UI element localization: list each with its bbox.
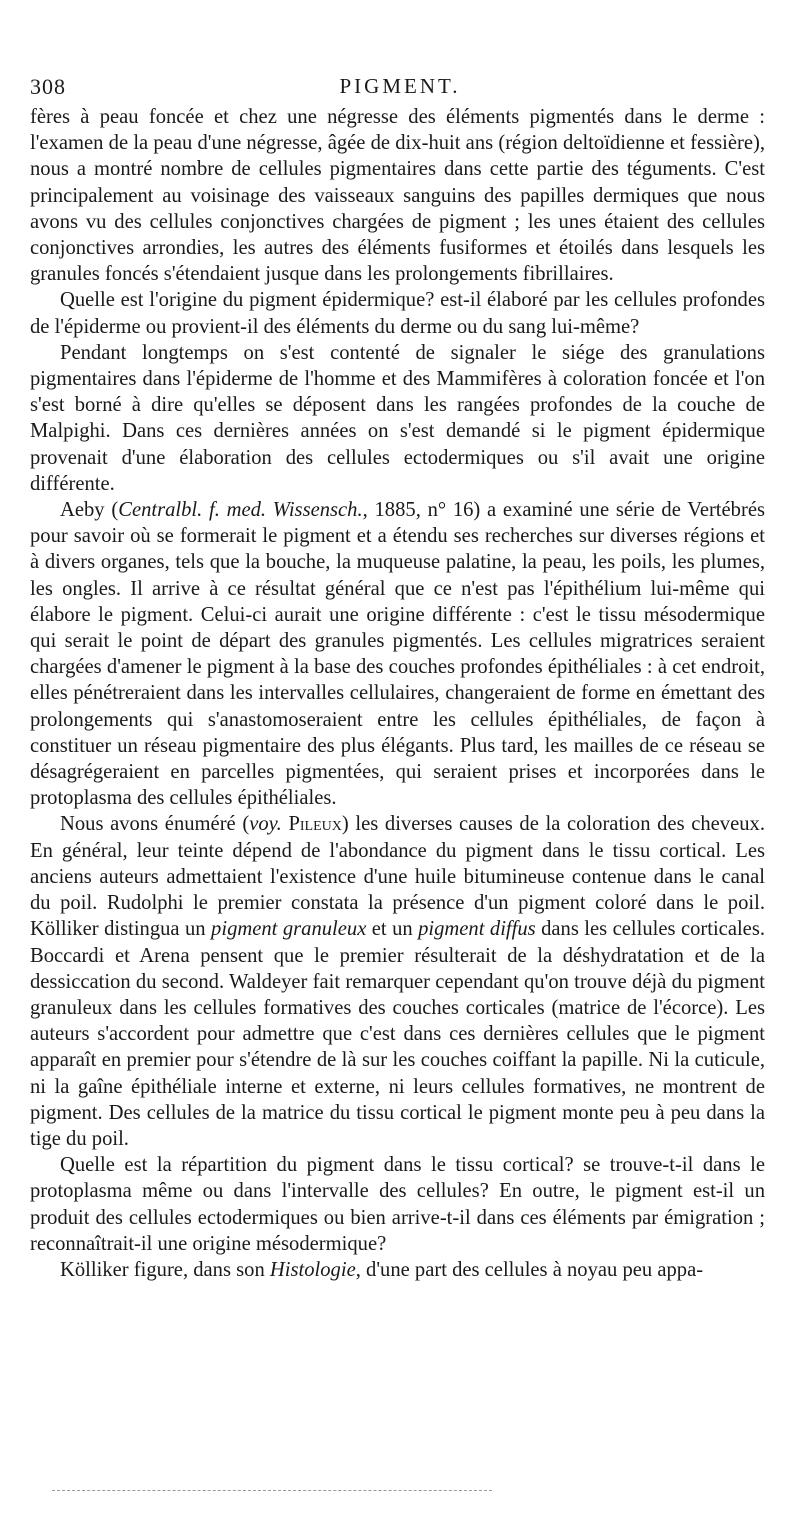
italic-text: Centralbl. f. med. Wissensch. [118,499,363,522]
text-segment: et un [366,918,419,941]
footer-dashed-rule [52,1490,492,1491]
page-number: 308 [30,74,66,99]
text-segment: Kölliker figure, dans son [60,1258,270,1281]
text-segment: dans les cellules corticales. Boccardi et Arena pensent que le premier résulterait de la déshydratation et de la dessiccation du second. Waldeyer fait remarquer cependant qu'on trouve déjà du pigment granuleux dans les cellules formatives des couches corticales (matrice de l'écorce). Les auteurs s'accordent pour admettre que c'est dans ces dernières cellules que le pigment apparaît en premier pour s'étendre de là sur les couches coiffant la papille. Ni la cuticule, ni la gaîne épithéliale interne et externe, ni leurs cellules formatives, ne montrent de pigment. Des cellules de la matrice du tissu cortical le pigment monte peu à peu dans la tige du poil. [30,918,765,1150]
text-segment: Pendant longtemps on s'est contenté de signaler le siége des granulations pigmentaires dans l'épiderme de l'homme et des Mammifères à coloration foncée et l'on s'est borné à dire qu'elles se déposent dans les rangées profondes de la couche de Malpighi. Dans ces dernières années on s'est demandé si le pigment épidermique provenait d'une élaboration des cellules ectodermiques ou s'il avait une origine différente. [30,341,765,495]
page-header [30,74,770,100]
body-text [30,104,765,1283]
paragraph [30,1152,765,1257]
small-caps-text: Pileux [288,813,342,836]
text-segment: Quelle est la répartition du pigment dans le tissu cortical? se trouve-t-il dans le protoplasma même ou dans l'intervalle des cellules? En outre, le pigment est-il un produit des cellules ectodermiques ou bien arrive-t-il dans ces éléments par émigration ; reconnaîtrait-il une origine mésodermique? [30,1154,765,1255]
paragraph [30,497,765,811]
italic-text: pigment granuleux [211,918,367,941]
paragraph [30,104,765,287]
italic-text: voy. [249,813,282,836]
text-segment: , 1885, n° 16) a examiné une série de Vertébrés pour savoir où se formerait le pigment et a étendu ses recherches sur diverses régions et à divers organes, tels que la bouche, la muqueuse palatine, la peau, les poils, les plumes, les ongles. Il arrive à ce résultat général que ce n'est pas l'épithélium lui-même qui élabore le pigment. Celui-ci aurait une origine différente : c'est le tissu mésodermique qui serait le point de départ des granules pigmentés. Les cellules migratrices seraient chargées d'amener le pigment à la base des couches profondes épithéliales : à cet endroit, elles pénétreraient dans les intervalles cellulaires, changeraient de forme en émettant des prolongements qui s'anastomoseraient entre les cellules épithéliales, de façon à constituer un réseau pigmentaire des plus élégants. Plus tard, les mailles de ce réseau se désagrégeraient en parcelles pigmentées, qui seraient prises et incorporées dans le protoplasma des cellules épithéliales. [30,499,765,810]
italic-text: pigment diffus [418,918,536,941]
text-segment: Nous avons énuméré ( [60,813,250,836]
text-segment: ) les diverses causes de la coloration des cheveux. En général, leur teinte dépend de l'abondance du pigment dans le tissu cortical. Les anciens auteurs admettaient l'existence d'une huile bitumineuse contenue dans le canal du poil. Rudolphi le premier constata la présence d'un pigment coloré dans le poil. Kölliker distingua un [30,813,765,941]
paragraph [30,1257,765,1283]
running-title: PIGMENT. [339,74,461,98]
paragraph [30,340,765,497]
italic-text: Histologie [269,1258,356,1281]
text-segment: fères à peau foncée et chez une négresse des éléments pigmentés dans le derme : l'examen de la peau d'une négresse, âgée de dix-huit ans (région deltoïdienne et fessière), nous a montré nombre de cellules pigmentaires dans cette partie des téguments. C'est principalement au voisinage des vaisseaux sanguins des papilles dermiques que nous avons vu des cellules conjonctives chargées de pigment ; les unes étaient des cellules conjonctives arrondies, les autres des éléments fusiformes et étoilés dans lesquels les granules foncés s'étendaient jusque dans les prolongements fibrillaires. [30,106,765,286]
paragraph [30,811,765,1152]
paragraph [30,287,765,339]
text-segment: Quelle est l'origine du pigment épidermique? est-il élaboré par les cellules profondes de l'épiderme ou provient-il des éléments du derme ou du sang lui-même? [30,289,765,338]
text-segment: Aeby ( [60,499,119,522]
text-segment: , d'une part des cellules à noyau peu appa- [355,1258,704,1281]
